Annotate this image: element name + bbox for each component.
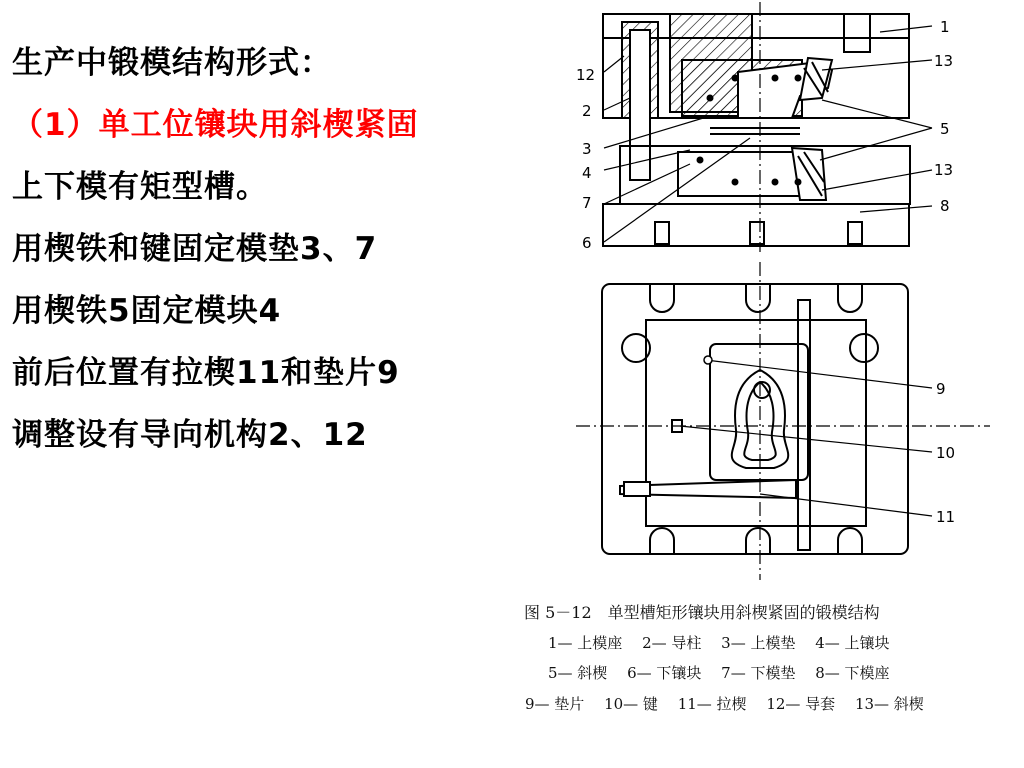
label-10: 10	[936, 444, 956, 462]
label-7: 7	[582, 194, 592, 212]
label-12: 12	[576, 66, 596, 84]
slide-text	[12, 40, 512, 474]
label-4: 4	[582, 164, 592, 182]
figure-caption-legend: 1— 上模座 2— 导柱 3— 上模垫 4— 上镶块	[548, 634, 890, 652]
guide-post	[630, 30, 650, 180]
label-8: 8	[940, 197, 950, 215]
figure-caption-legend: 5— 斜楔 6— 下镶块 7— 下模垫 8— 下模座	[548, 664, 890, 682]
forging-die-drawing	[560, 0, 1000, 590]
label-13b: 13	[934, 161, 954, 179]
highlight-line: （1）单工位镶块用斜楔紧固	[12, 107, 419, 143]
label-13a: 13	[934, 52, 954, 70]
text-line: 前后位置有拉楔11和垫片9	[12, 355, 400, 391]
label-6: 6	[582, 234, 592, 252]
text-line: 上下模有矩型槽。	[12, 169, 268, 205]
label-2: 2	[582, 102, 592, 120]
text-line: 用楔铁5固定模块4	[12, 293, 282, 329]
label-1: 1	[940, 18, 950, 36]
plan-outline	[602, 284, 908, 554]
label-9: 9	[936, 380, 946, 398]
text-line: 调整设有导向机构2、12	[12, 417, 368, 453]
figure-caption-legend: 9— 垫片 10— 键 11— 拉楔 12— 导套 13— 斜楔	[525, 695, 924, 713]
label-11: 11	[936, 508, 956, 526]
label-3: 3	[582, 140, 592, 158]
heading-line: 生产中锻模结构形式：	[12, 45, 332, 81]
label-5: 5	[940, 120, 950, 138]
text-line: 用楔铁和键固定模垫3、7	[12, 231, 378, 267]
figure-caption-title: 图 5－12 单型槽矩形镶块用斜楔紧固的锻模结构	[524, 603, 880, 622]
